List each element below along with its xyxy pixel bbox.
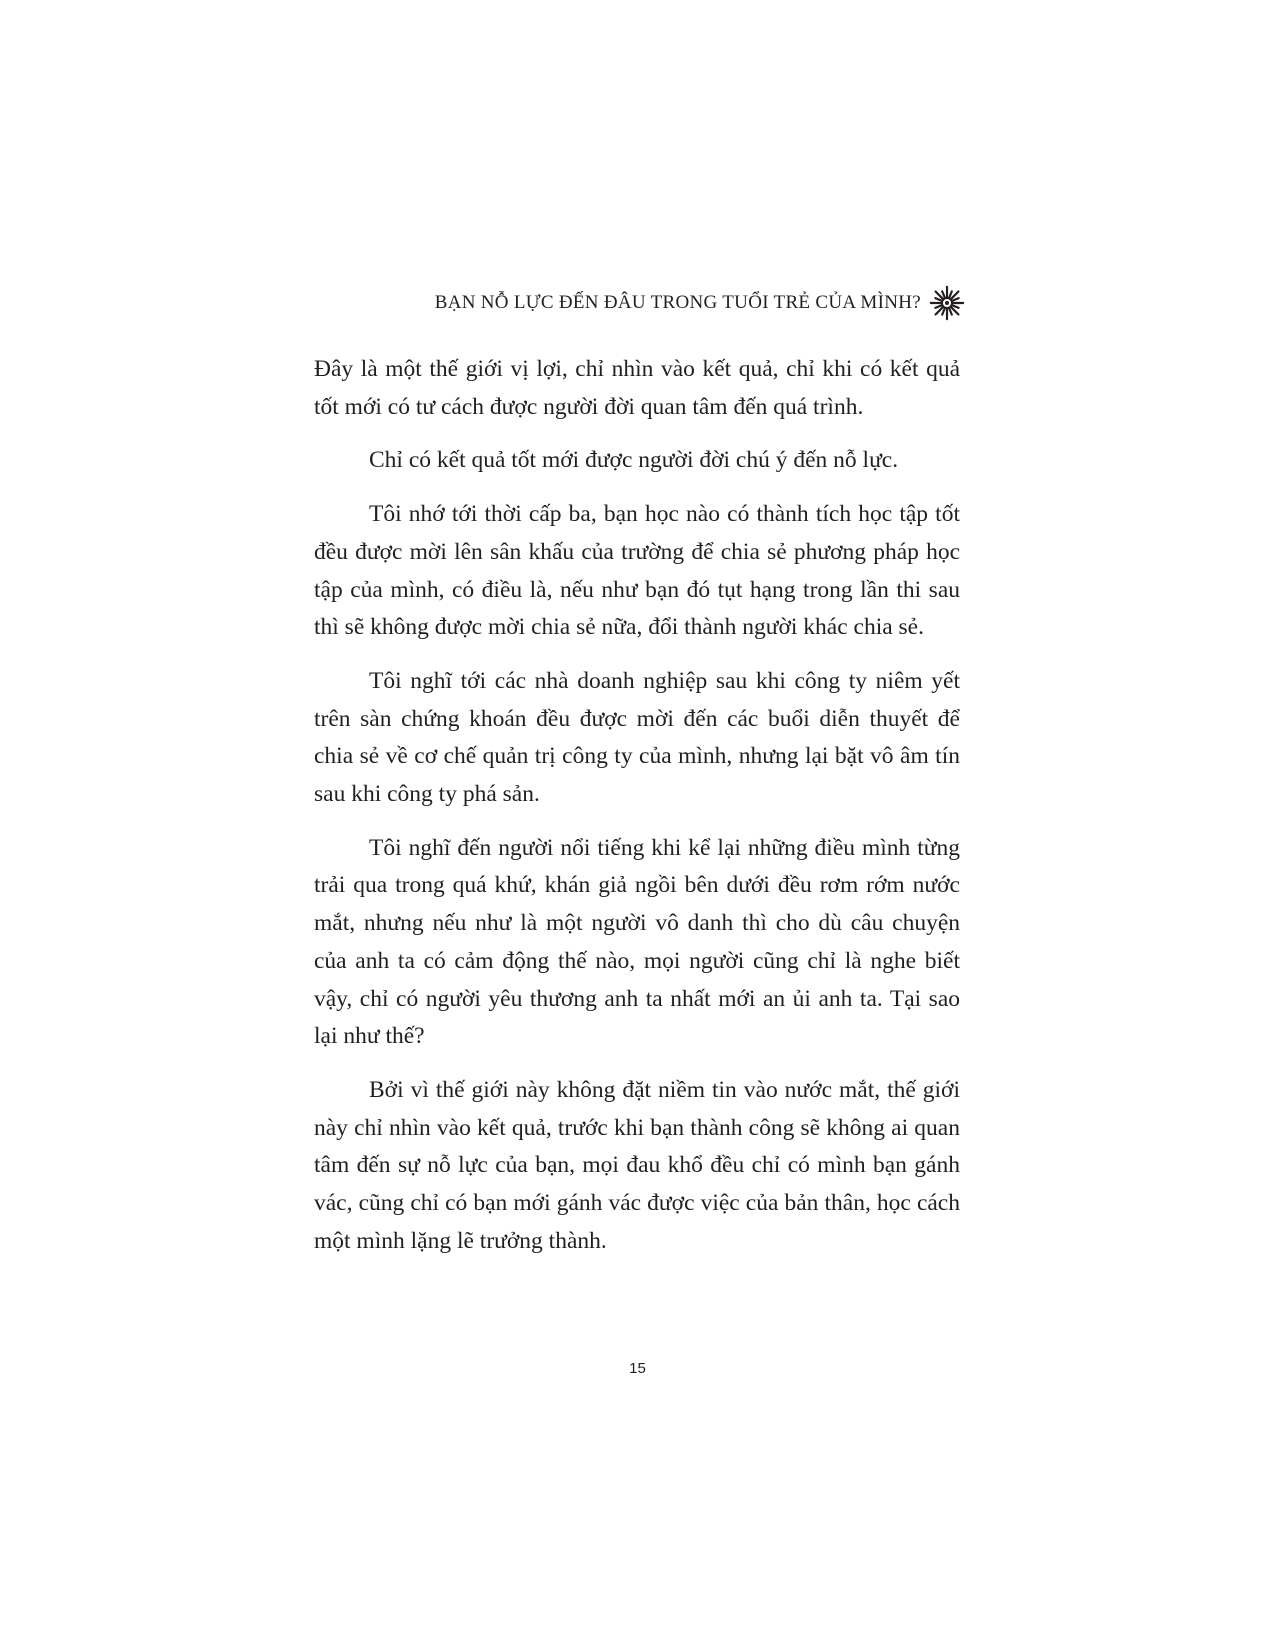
running-header-title: BẠN NỖ LỰC ĐẾN ĐÂU TRONG TUỔI TRẺ CỦA MÌNH?	[434, 292, 921, 313]
paragraph-6: Bởi vì thế giới này không đặt niềm tin vào nước mắt, thế giới này chỉ nhìn vào kết quả, trước khi bạn thành công sẽ không ai quan tâm đến sự nỗ lực của bạn, mọi đau khổ đều chỉ có mình bạn gánh vác, cũng chỉ có bạn mới gánh vác được việc của bản thân, học cách một mình lặng lẽ trưởng thành.	[314, 1076, 960, 1254]
page-number: 15	[629, 1360, 646, 1377]
paragraph-2: Chỉ có kết quả tốt mới được người đời chú ý đến nỗ lực.	[369, 447, 899, 474]
paragraph-5: Tôi nghĩ đến người nổi tiếng khi kể lại những điều mình từng trải qua trong quá khứ, khán giả ngồi bên dưới đều rơm rớm nước mắt, nhưng nếu như là một người vô danh thì cho dù câu chuyện của anh ta có cảm động thế nào, mọi người cũng chỉ là nghe biết vậy, chỉ có người yêu thương anh ta nhất mới an ủi anh ta. Tại sao lại như thế?	[314, 834, 960, 1050]
paragraph-1: Đây là một thế giới vị lợi, chỉ nhìn vào kết quả, chỉ khi có kết quả tốt mới có tư cách được người đời quan tâm đến quá trình.	[314, 356, 960, 420]
starburst-ornament-icon	[929, 285, 965, 321]
body-text	[314, 351, 960, 1276]
paragraph-4: Tôi nghĩ tới các nhà doanh nghiệp sau khi công ty niêm yết trên sàn chứng khoán đều được mời đến các buổi diễn thuyết để chia sẻ về cơ chế quản trị công ty của mình, nhưng lại bặt vô âm tín sau khi công ty phá sản.	[314, 667, 960, 808]
paragraph-3: Tôi nhớ tới thời cấp ba, bạn học nào có thành tích học tập tốt đều được mời lên sân khấu của trường để chia sẻ phương pháp học tập của mình, có điều là, nếu như bạn đó tụt hạng trong lần thi sau thì sẽ không được mời chia sẻ nữa, đổi thành người khác chia sẻ.	[314, 501, 960, 641]
running-header	[435, 286, 965, 320]
